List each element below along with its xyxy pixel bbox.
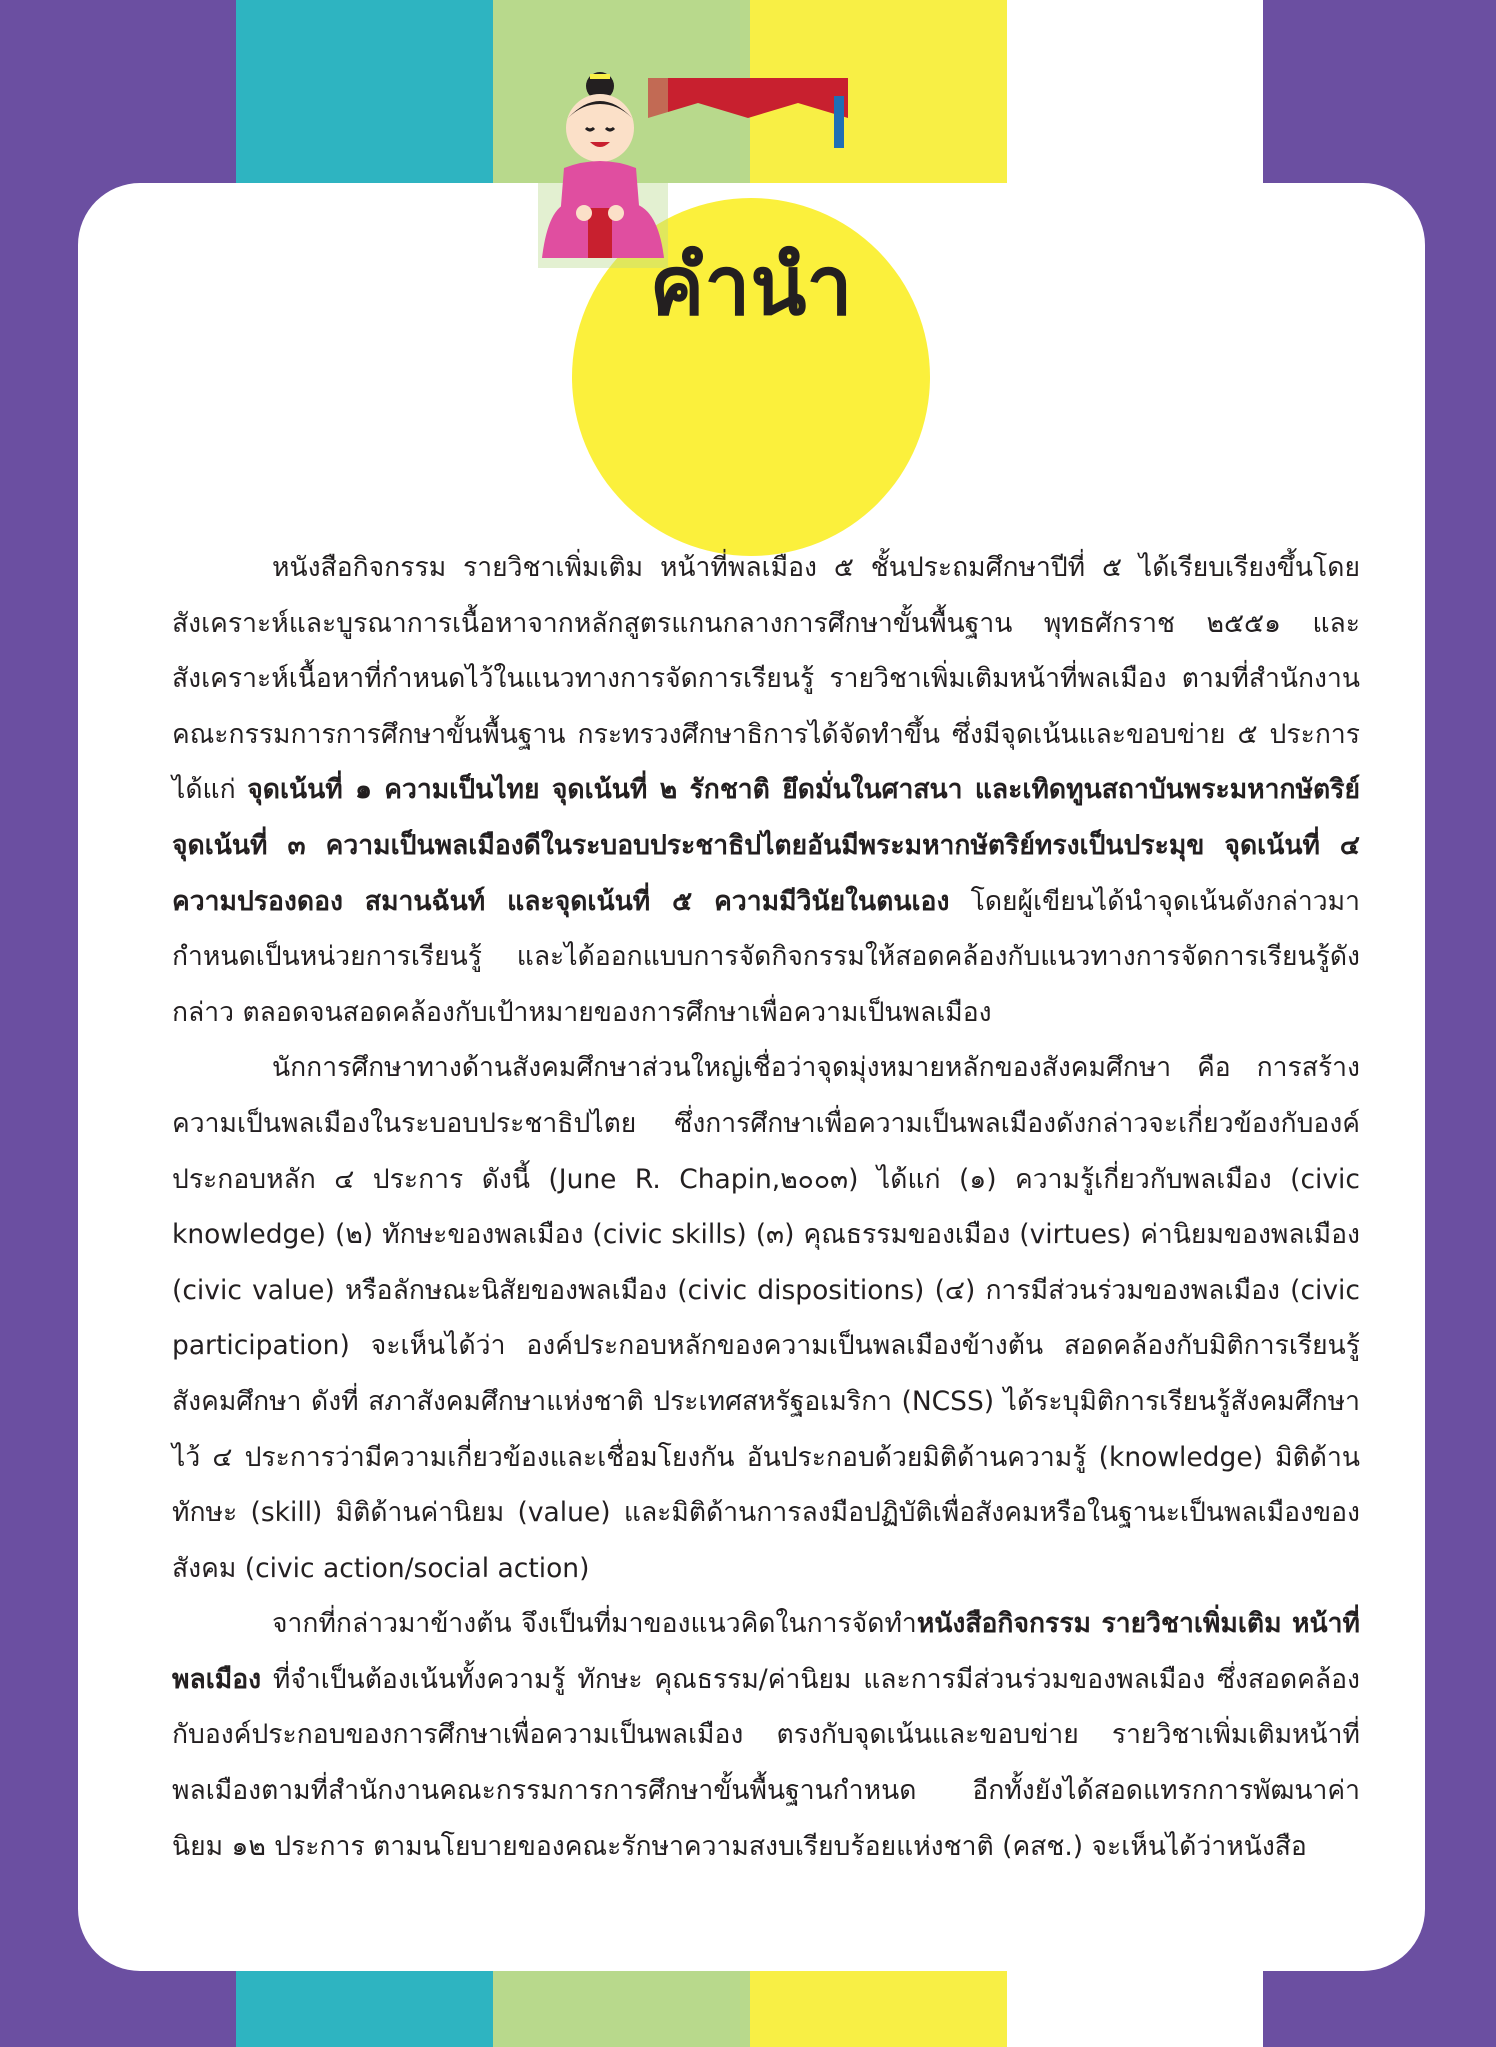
bookmark-ribbon-icon	[648, 78, 848, 148]
preface-paragraph-2	[172, 1040, 1360, 1596]
focus-points-bold-text: จุดเน้นที่ ๑ ความเป็นไทย จุดเน้นที่ ๒ รักชาติ ยึดมั่นในศาสนา และเทิดทูนสถาบันพระมหากษัตริย์ จุดเน้นที่ ๓ ความเป็นพลเมืองดีในระบอบประชาธิปไตยอันมีพระมหากษัตริย์ทรงเป็นประมุข จุดเน้นที่ ๔ ความปรองดอง สมานฉันท์ และจุดเน้นที่ ๕ ความมีวินัยในตนเอง	[172, 774, 1360, 917]
book-title-bold-text: หนังสือกิจกรรม รายวิชาเพิ่มเติม หน้าที่พลเมือง	[172, 1608, 1360, 1695]
preface-paragraph-3	[172, 1596, 1360, 1874]
paragraph-text: หนังสือกิจกรรม รายวิชาเพิ่มเติม หน้าที่พลเมือง ๕ ชั้นประถมศึกษาปีที่ ๕ ได้เรียบเรียงขึ้นโดยสังเคราะห์และบูรณาการเนื้อหาจากหลักสูตรแกนกลางการศึกษาขั้นพื้นฐาน พุทธศักราช ๒๕๕๑ และสังเคราะห์เนื้อหาที่กำหนดไว้ในแนวทางการจัดการเรียนรู้ รายวิชาเพิ่มเติมหน้าที่พลเมือง ตามที่สำนักงานคณะกรรมการการศึกษาขั้นพื้นฐาน กระทรวงศึกษาธิการได้จัดทำขึ้น ซึ่งมีจุดเน้นและขอบข่าย ๕ ประการ ได้แก่	[172, 552, 1360, 806]
paragraph-text: จากที่กล่าวมาข้างต้น จึงเป็นที่มาของแนวคิดในการจัดทำ	[272, 1608, 917, 1640]
paragraph-text: โดยผู้เขียนได้นำจุดเน้นดังกล่าวมากำหนดเป็นหน่วยการเรียนรู้ และได้ออกแบบการจัดกิจกรรมให้สอดคล้องกับแนวทางการจัดการเรียนรู้ดังกล่าว ตลอดจนสอดคล้องกับเป้าหมายของการศึกษาเพื่อความเป็นพลเมือง	[172, 885, 1360, 1028]
paragraph-text: ที่จำเป็นต้องเน้นทั้งความรู้ ทักษะ คุณธรรม/ค่านิยม และการมีส่วนร่วมของพลเมือง ซึ่งสอดคล้องกับองค์ประกอบของการศึกษาเพื่อความเป็นพลเมือง ตรงกับจุดเน้นและขอบข่าย รายวิชาเพิ่มเติมหน้าที่พลเมืองตามที่สำนักงานคณะกรรมการการศึกษาขั้นพื้นฐานกำหนด อีกทั้งยังได้สอดแทรกการพัฒนาค่านิยม ๑๒ ประการ ตามนโยบายของคณะรักษาความสงบเรียบร้อยแห่งชาติ (คสช.) จะเห็นได้ว่าหนังสือ	[172, 1663, 1360, 1862]
preface-paragraph-1	[172, 540, 1360, 1040]
paragraph-text: นักการศึกษาทางด้านสังคมศึกษาส่วนใหญ่เชื่อว่าจุดมุ่งหมายหลักของสังคมศึกษา คือ การสร้างความเป็นพลเมืองในระบอบประชาธิปไตย ซึ่งการศึกษาเพื่อความเป็นพลเมืองดังกล่าวจะเกี่ยวข้องกับองค์ประกอบหลัก ๔ ประการ ดังนี้ (June R. Chapin,๒๐๐๓) ได้แก่ (๑) ความรู้เกี่ยวกับพลเมือง (civic knowledge) (๒) ทักษะของพลเมือง (civic skills) (๓) คุณธรรมของเมือง (virtues) ค่านิยมของพลเมือง (civic value) หรือลักษณะนิสัยของพลเมือง (civic dispositions) (๔) การมีส่วนร่วมของพลเมือง (civic participation) จะเห็นได้ว่า องค์ประกอบหลักของความเป็นพลเมืองข้างต้น สอดคล้องกับมิติการเรียนรู้สังคมศึกษา ดังที่ สภาสังคมศึกษาแห่งชาติ ประเทศสหรัฐอเมริกา (NCSS) ได้ระบุมิติการเรียนรู้สังคมศึกษาไว้ ๔ ประการว่ามีความเกี่ยวข้องและเชื่อมโยงกัน อันประกอบด้วยมิติด้านความรู้ (knowledge) มิติด้านทักษะ (skill) มิติด้านค่านิยม (value) และมิติด้านการลงมือปฏิบัติเพื่อสังคมหรือในฐานะเป็นพลเมืองของสังคม (civic action/social action)	[172, 1052, 1360, 1584]
preface-body	[172, 540, 1360, 1874]
page-title: คำนำ	[649, 239, 853, 334]
